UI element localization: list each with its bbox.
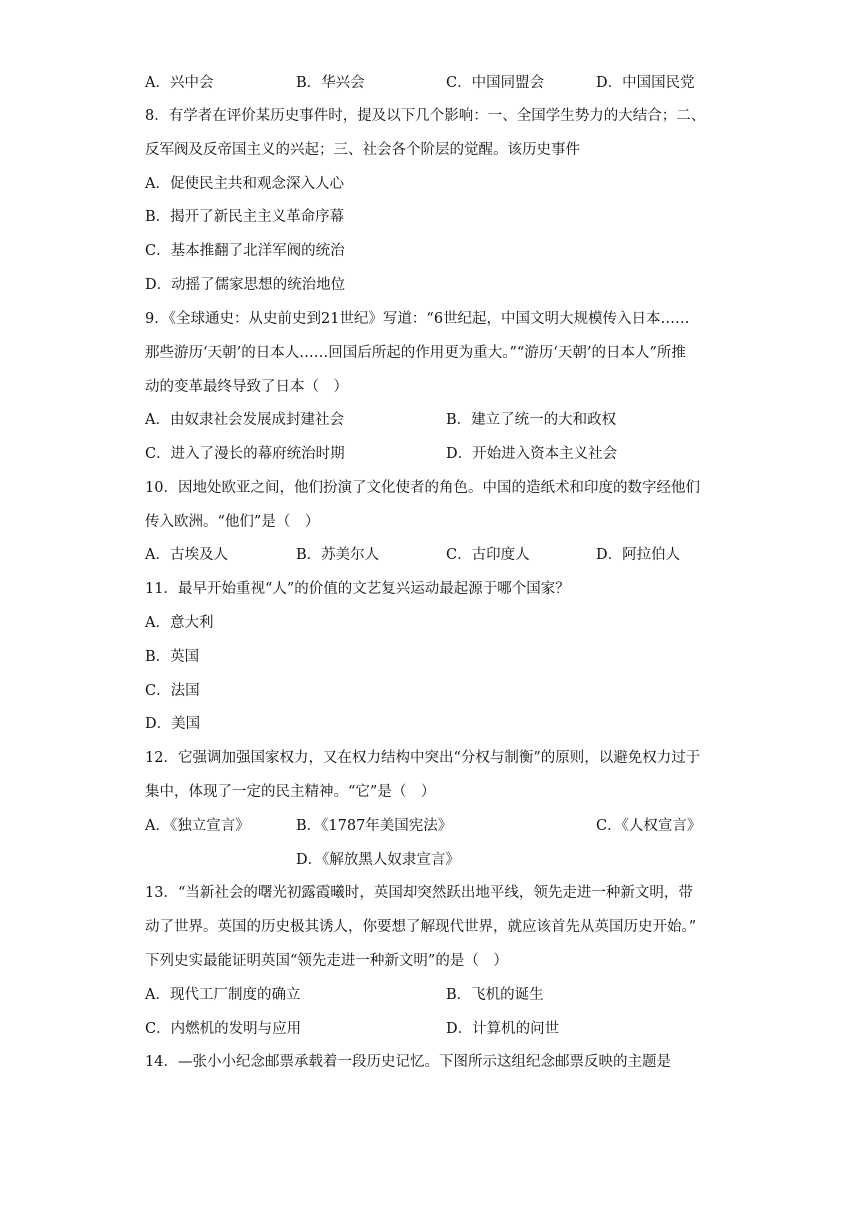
q9-stem-line-1: 9．《全球通史：从史前史到21世纪》写道：“6世纪起，中国文明大规模传入日本…… [145,311,690,327]
q13-option-c: C．内燃机的发明与应用 [145,1021,302,1037]
q8-option-b: B．揭开了新民主主义革命序幕 [145,209,345,225]
q7-option-b: B．华兴会 [296,75,365,91]
q13-stem-line-2: 动了世界。英国的历史极其诱人，你要想了解现代世界，就应该首先从英国历史开始。” [145,919,697,935]
q13-stem-line-1: 13．“当新社会的曙光初露霞曦时，英国却突然跃出地平线，领先走进一种新文明，带 [145,885,693,901]
q12-option-c: C．《人权宣言》 [596,818,702,834]
q12-stem-line-1: 12．它强调加强国家权力，又在权力结构中突出“分权与制衡”的原则，以避免权力过于 [145,750,701,766]
q8-stem-line-2: 反军阀及反帝国主义的兴起；三、社会各个阶层的觉醒。该历史事件 [145,142,580,158]
q7-option-c: C．中国同盟会 [446,75,545,91]
q9-stem-line-3: 动的变革最终导致了日本（ ） [145,379,348,395]
q13-option-d: D．计算机的问世 [446,1021,560,1037]
q7-option-a: A．兴中会 [145,75,214,91]
q13-option-b: B．飞机的诞生 [446,987,544,1003]
q8-option-c: C．基本推翻了北洋军阀的统治 [145,243,345,259]
q9-option-c: C．进入了漫长的幕府统治时期 [145,446,345,462]
q11-option-b: B．英国 [145,649,200,665]
q10-option-b: B．苏美尔人 [296,547,380,563]
q10-option-a: A．古埃及人 [145,547,228,563]
q11-option-c: C．法国 [145,683,200,699]
q13-option-a: A．现代工厂制度的确立 [145,987,301,1003]
q9-option-b: B．建立了统一的大和政权 [446,412,617,428]
q10-option-c: C．古印度人 [446,547,530,563]
q10-stem-line-2: 传入欧洲。“他们”是（ ） [145,514,320,530]
q10-option-d: D．阿拉伯人 [596,547,681,563]
q11-stem-line-1: 11．最早开始重视“人”的价值的文艺复兴运动最起源于哪个国家？ [145,581,570,597]
q12-stem-line-2: 集中，体现了一定的民主精神。“它”是（ ） [145,784,436,800]
q10-stem-line-1: 10．因地处欧亚之间，他们扮演了文化使者的角色。中国的造纸术和印度的数字经他们 [145,480,700,496]
q12-option-a: A．《独立宣言》 [145,818,250,834]
q12-option-d: D．《解放黑人奴隶宣言》 [296,852,460,868]
q8-option-d: D．动摇了儒家思想的统治地位 [145,277,346,293]
q13-stem-line-3: 下列史实最能证明英国“领先走进一种新文明”的是（ ） [145,953,508,969]
q8-option-a: A．促使民主共和观念深入人心 [145,176,344,192]
q9-option-a: A．由奴隶社会发展成封建社会 [145,412,344,428]
q11-option-d: D．美国 [145,716,201,732]
q14-stem-line-1: 14．—张小小纪念邮票承载着一段历史记忆。下图所示这组纪念邮票反映的主题是 [145,1054,671,1070]
q12-option-b: B．《1787年美国宪法》 [296,818,453,834]
q9-option-d: D．开始进入资本主义社会 [446,446,618,462]
q11-option-a: A．意大利 [145,615,214,631]
q8-stem-line-1: 8．有学者在评价某历史事件时，提及以下几个影响：一、全国学生势力的大结合；二、 [145,108,706,124]
q7-option-d: D．中国国民党 [596,75,695,91]
q9-stem-line-2: 那些游历‘天朝’的日本人……回国后所起的作用更为重大。”“游历‘天朝’的日本人”所推 [145,345,686,361]
